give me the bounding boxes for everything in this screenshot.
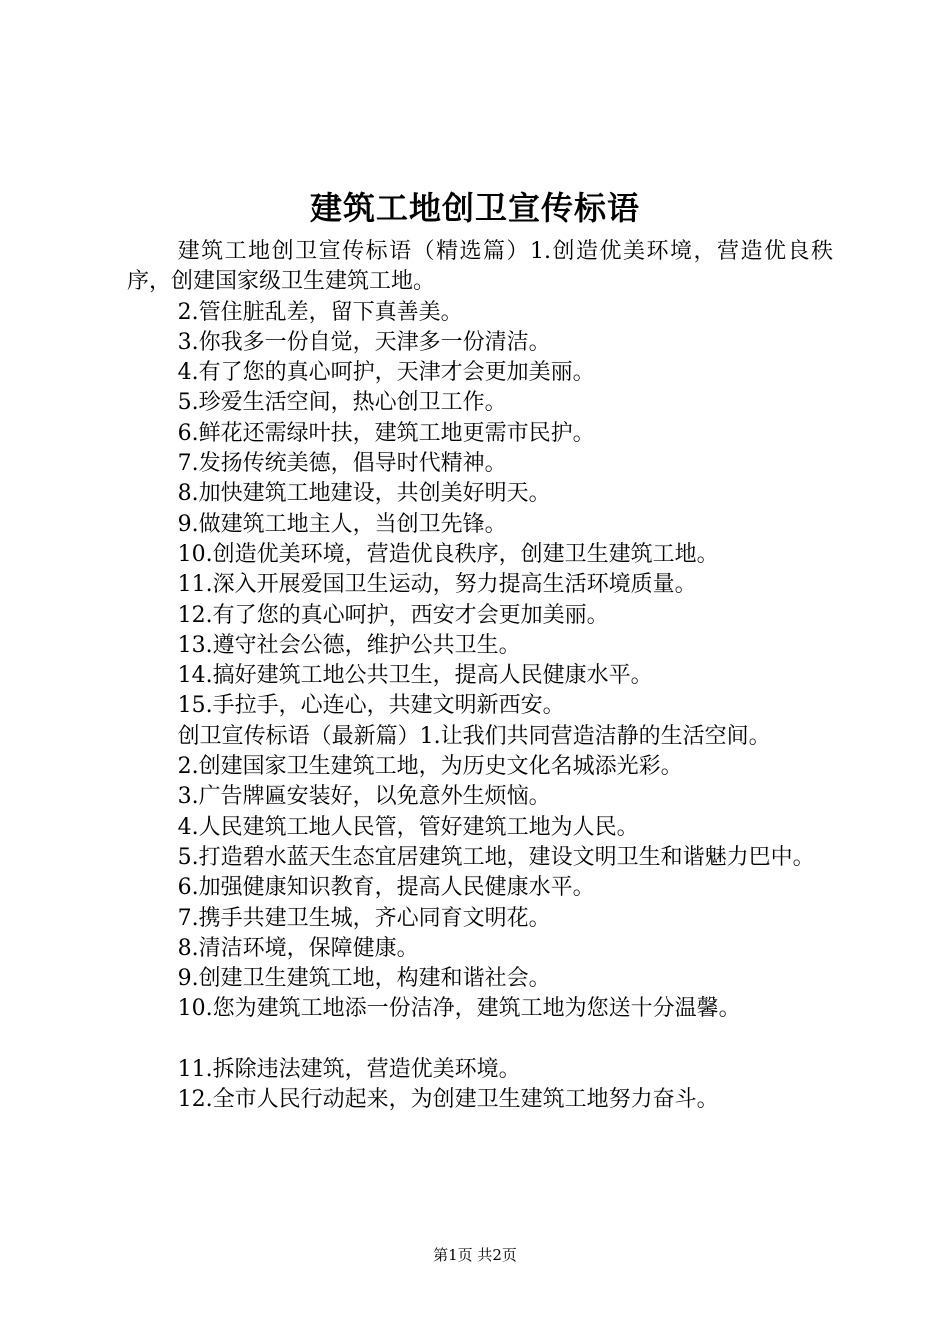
paragraph: 11.深入开展爱国卫生运动，努力提高生活环境质量。 [177, 572, 697, 598]
paragraph: 14.搞好建筑工地公共卫生，提高人民健康水平。 [177, 663, 653, 689]
paragraph: 15.手拉手，心连心，共建文明新西安。 [177, 693, 565, 719]
paragraph: 7.发扬传统美德，倡导时代精神。 [177, 451, 507, 477]
paragraph: 4.人民建筑工地人民管，管好建筑工地为人民。 [177, 814, 639, 840]
paragraph: 7.携手共建卫生城，齐心同育文明花。 [177, 905, 551, 931]
paragraph: 6.加强健康知识教育，提高人民健康水平。 [177, 875, 595, 901]
paragraph: 5.珍爱生活空间，热心创卫工作。 [177, 390, 507, 416]
paragraph: 9.做建筑工地主人，当创卫先锋。 [177, 511, 507, 537]
paragraph: 13.遵守社会公德，维护公共卫生。 [177, 632, 521, 658]
paragraph: 12.有了您的真心呵护，西安才会更加美丽。 [177, 602, 609, 628]
paragraph: 4.有了您的真心呵护，天津才会更加美丽。 [177, 360, 595, 386]
paragraph: 创卫宣传标语（最新篇）1.让我们共同营造洁静的生活空间。 [177, 723, 771, 749]
paragraph: 3.广告牌匾安装好，以免意外生烦恼。 [177, 784, 551, 810]
paragraph: 6.鲜花还需绿叶扶，建筑工地更需市民护。 [177, 420, 595, 446]
paragraph: 2.管住脏乱差，留下真善美。 [177, 299, 463, 325]
document-title: 建筑工地创卫宣传标语 [309, 189, 640, 227]
paragraph: 10.创造优美环境，营造优良秩序，创建卫生建筑工地。 [177, 541, 719, 567]
paragraph: 8.清洁环境，保障健康。 [177, 935, 419, 961]
paragraph: 12.全市人民行动起来，为创建卫生建筑工地努力奋斗。 [177, 1087, 719, 1113]
paragraph: 2.创建国家卫生建筑工地，为历史文化名城添光彩。 [177, 754, 683, 780]
paragraph: 9.创建卫生建筑工地，构建和谐社会。 [177, 966, 551, 992]
page-footer: 第1页 共2页 [433, 1246, 517, 1264]
paragraph: 10.您为建筑工地添一份洁净，建筑工地为您送十分温馨。 [177, 996, 741, 1022]
paragraph: 建筑工地创卫宣传标语（精选篇）1.创造优美环境，营造优良秩序，创建国家级卫生建筑工地。 [127, 239, 833, 295]
paragraph: 11.拆除违法建筑，营造优美环境。 [177, 1057, 521, 1083]
paragraph: 3.你我多一份自觉，天津多一份清洁。 [177, 329, 551, 355]
paragraph: 5.打造碧水蓝天生态宜居建筑工地，建设文明卫生和谐魅力巴中。 [177, 844, 815, 870]
paragraph: 8.加快建筑工地建设，共创美好明天。 [177, 481, 551, 507]
document-body [127, 237, 833, 1116]
